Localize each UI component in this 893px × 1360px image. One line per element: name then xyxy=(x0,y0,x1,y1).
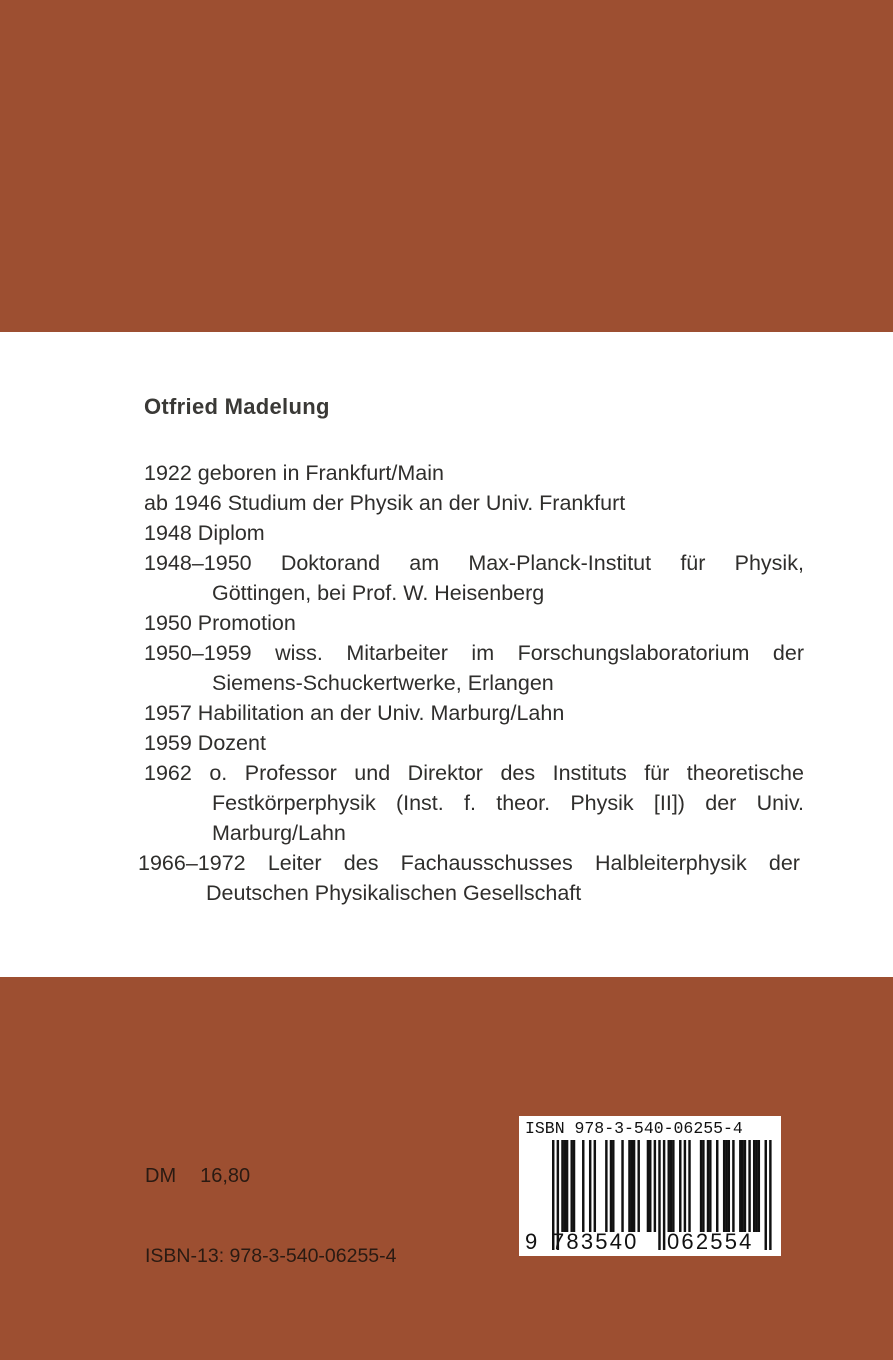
word: theoretische xyxy=(686,761,804,785)
bio-entry-line: ab 1946 Studium der Physik an der Univ. Frankfurt xyxy=(144,491,626,515)
barcode-bar xyxy=(589,1140,591,1232)
biography-list xyxy=(138,458,804,908)
barcode-bar xyxy=(628,1140,630,1232)
bio-entry-continuation: Marburg/Lahn xyxy=(212,821,346,845)
bio-entry-continuation: Siemens-Schuckertwerke, Erlangen xyxy=(212,671,554,695)
barcode-bar xyxy=(679,1140,681,1232)
bio-entry xyxy=(144,518,804,548)
barcode-bar xyxy=(633,1140,635,1232)
barcode-bar xyxy=(748,1140,750,1232)
barcode-bar xyxy=(594,1140,596,1232)
word: Forschungslaboratorium xyxy=(517,641,750,665)
word: Festkörperphysik xyxy=(212,791,376,815)
word: Leiter xyxy=(267,851,322,875)
barcode-bar xyxy=(647,1140,649,1232)
bio-entry xyxy=(144,488,804,518)
barcode-bar xyxy=(741,1140,743,1232)
top-color-band xyxy=(0,0,893,332)
barcode-bar xyxy=(672,1140,674,1232)
word: Professor xyxy=(244,761,337,785)
bio-entry-line xyxy=(138,848,800,878)
barcode-bar xyxy=(755,1140,757,1232)
barcode-bar xyxy=(663,1140,665,1250)
barcode-bar xyxy=(769,1140,771,1250)
barcode-bar xyxy=(612,1140,614,1232)
isbn-13: ISBN-13: 978-3-540-06255-4 xyxy=(145,1245,397,1267)
bio-entry-line: 1959 Dozent xyxy=(144,731,266,755)
barcode-bar xyxy=(744,1140,746,1232)
barcode-bar xyxy=(582,1140,584,1232)
barcode-bar xyxy=(573,1140,575,1232)
barcode-bar xyxy=(753,1140,755,1232)
barcode-bar xyxy=(702,1140,704,1232)
bio-entry-continuation xyxy=(144,788,804,818)
bio-entry xyxy=(144,698,804,728)
word: im xyxy=(471,641,495,665)
barcode-bar xyxy=(700,1140,702,1232)
word: Fachausschusses xyxy=(400,851,573,875)
price xyxy=(145,1165,250,1188)
word: der xyxy=(768,851,800,875)
biography-panel xyxy=(0,332,893,977)
barcode-bar xyxy=(570,1140,572,1232)
barcode-bar xyxy=(658,1140,660,1250)
word: für xyxy=(644,761,670,785)
bio-entry xyxy=(144,458,804,488)
price-currency: DM xyxy=(145,1165,177,1187)
author-name: Otfried Madelung xyxy=(144,394,330,419)
barcode-bar xyxy=(728,1140,730,1232)
bio-entry-continuation: Deutschen Physikalischen Gesellschaft xyxy=(206,881,582,905)
barcode-bar xyxy=(668,1140,670,1232)
word: des xyxy=(343,851,379,875)
barcode-bar xyxy=(564,1140,566,1232)
barcode-bar xyxy=(716,1140,718,1232)
word: Univ. xyxy=(756,791,804,815)
barcode-bar xyxy=(765,1140,767,1250)
barcode-bar xyxy=(561,1140,563,1232)
word: Halbleiterphysik xyxy=(594,851,747,875)
bio-entry-line: 1922 geboren in Frankfurt/Main xyxy=(144,461,444,485)
isbn-barcode xyxy=(519,1116,781,1256)
bio-entry-line: 1957 Habilitation an der Univ. Marburg/Lahn xyxy=(144,701,565,725)
word: des xyxy=(500,761,536,785)
word: Physik, xyxy=(734,551,804,575)
word: Instituts xyxy=(552,761,627,785)
word: theor. xyxy=(496,791,551,815)
word: 1948–1950 xyxy=(144,551,252,575)
barcode-bar xyxy=(725,1140,727,1232)
bio-entry-line: 1950 Promotion xyxy=(144,611,296,635)
word: 1950–1959 xyxy=(144,641,252,665)
barcode-bar xyxy=(732,1140,734,1232)
word: Mitarbeiter xyxy=(346,641,448,665)
barcode-bar xyxy=(758,1140,760,1232)
barcode-isbn-text: ISBN 978-3-540-06255-4 xyxy=(525,1119,743,1138)
barcode-bar xyxy=(649,1140,651,1232)
barcode-bar xyxy=(684,1140,686,1232)
word: Doktorand xyxy=(280,551,381,575)
bio-entry-line: 1948 Diplom xyxy=(144,521,265,545)
barcode-left-digits: 783540 xyxy=(552,1229,639,1254)
barcode-first-digit: 9 xyxy=(525,1229,538,1254)
barcode-bar xyxy=(707,1140,709,1232)
barcode-bar xyxy=(654,1140,656,1232)
word: [II]) xyxy=(653,791,685,815)
barcode-right-digits: 062554 xyxy=(667,1229,754,1254)
barcode-bar xyxy=(670,1140,672,1232)
word: und xyxy=(354,761,391,785)
barcode-bar xyxy=(688,1140,690,1232)
word: 1966–1972 xyxy=(138,851,246,875)
bio-entry xyxy=(138,848,800,908)
word: wiss. xyxy=(275,641,323,665)
barcode-bar xyxy=(637,1140,639,1232)
bio-entry-line xyxy=(144,758,804,788)
word: f. xyxy=(464,791,476,815)
bio-entry-continuation: Göttingen, bei Prof. W. Heisenberg xyxy=(212,581,545,605)
word: für xyxy=(680,551,706,575)
word: der xyxy=(772,641,804,665)
barcode-bar xyxy=(739,1140,741,1232)
word: 1962 xyxy=(144,761,192,785)
word: Max-Planck-Institut xyxy=(468,551,652,575)
word: o. xyxy=(209,761,228,785)
barcode-bar xyxy=(610,1140,612,1232)
bio-entry xyxy=(144,758,804,848)
word: der xyxy=(705,791,737,815)
barcode-bar xyxy=(621,1140,623,1232)
price-amount: 16,80 xyxy=(200,1165,251,1187)
barcode-bar xyxy=(605,1140,607,1232)
word: (Inst. xyxy=(395,791,444,815)
barcode-bar xyxy=(566,1140,568,1232)
word: Physik xyxy=(570,791,634,815)
bio-entry xyxy=(144,608,804,638)
barcode-bar xyxy=(709,1140,711,1232)
barcode-bar xyxy=(631,1140,633,1232)
word: Direktor xyxy=(407,761,483,785)
bio-entry xyxy=(144,728,804,758)
bio-entry xyxy=(144,548,804,608)
bottom-color-band xyxy=(0,977,893,1360)
bio-entry-line xyxy=(144,548,804,578)
word: am xyxy=(409,551,440,575)
barcode-bar xyxy=(723,1140,725,1232)
bio-entry-line xyxy=(144,638,804,668)
bio-entry xyxy=(144,638,804,698)
